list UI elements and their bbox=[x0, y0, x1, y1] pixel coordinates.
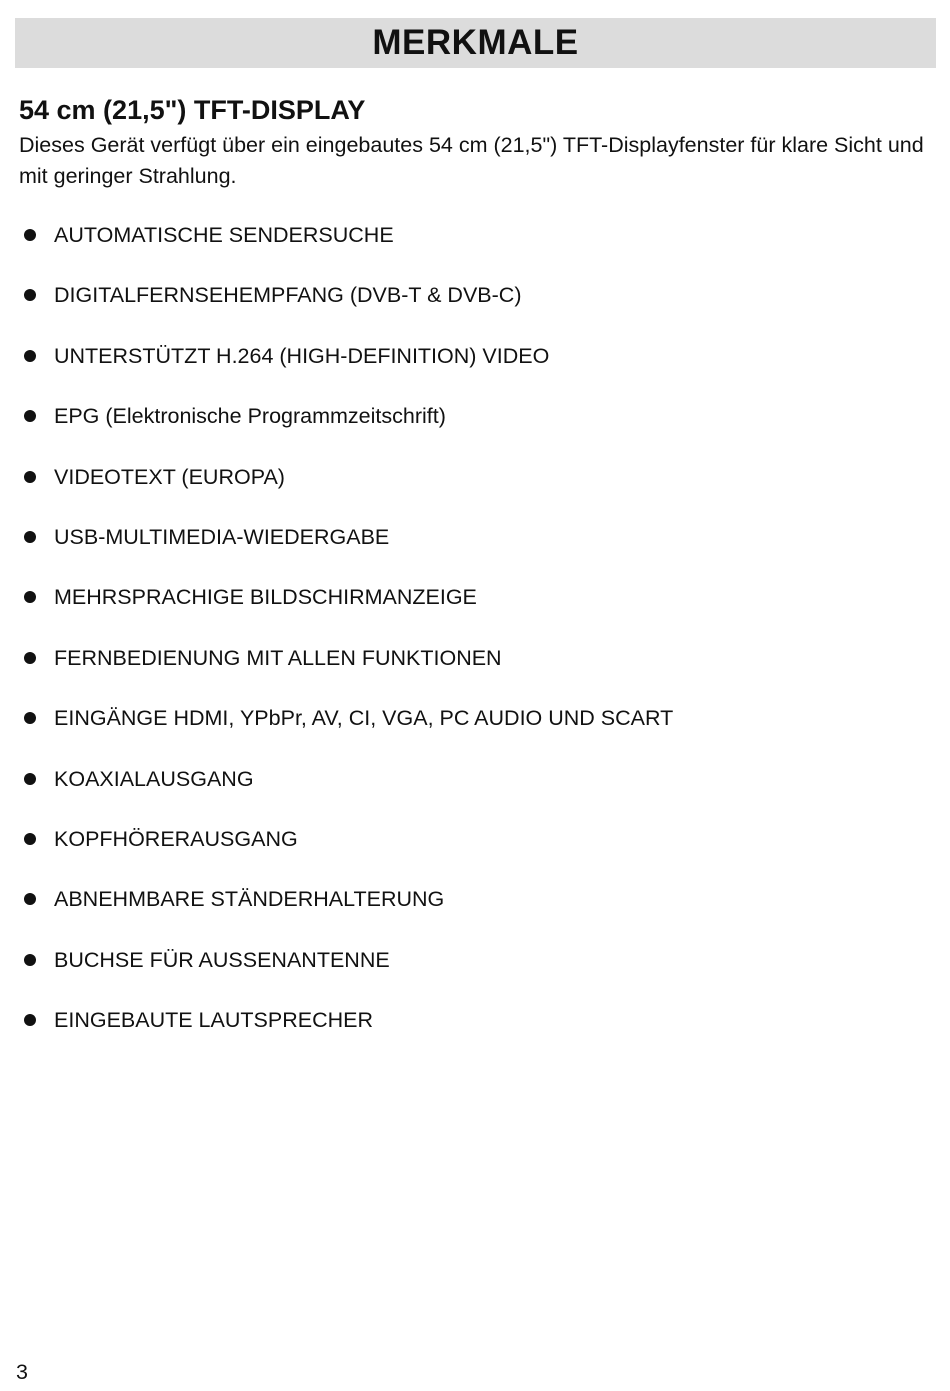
feature-label: EINGÄNGE HDMI, YPbPr, AV, CI, VGA, PC AUDIO UND SCART bbox=[54, 706, 674, 731]
page-header-bar bbox=[15, 18, 936, 68]
bullet-icon bbox=[24, 289, 36, 301]
feature-label: DIGITALFERNSEHEMPFANG (DVB-T & DVB-C) bbox=[54, 283, 522, 308]
feature-label: UNTERSTÜTZT H.264 (HIGH-DEFINITION) VIDEO bbox=[54, 343, 550, 368]
bullet-icon bbox=[24, 1014, 36, 1026]
bullet-icon bbox=[24, 410, 36, 422]
bullet-icon bbox=[24, 471, 36, 483]
bullet-icon bbox=[24, 229, 36, 241]
page-title: MERKMALE bbox=[372, 23, 579, 62]
bullet-icon bbox=[24, 652, 36, 664]
bullet-icon bbox=[24, 531, 36, 543]
bullet-icon bbox=[24, 893, 36, 905]
feature-label: KOAXIALAUSGANG bbox=[54, 766, 254, 791]
feature-label: BUCHSE FÜR AUSSENANTENNE bbox=[54, 947, 390, 972]
section-description: Dieses Gerät verfügt über ein eingebautes 54 cm (21,5") TFT-Displayfenster für klare Sicht und mit geringer Strahlung. bbox=[19, 133, 924, 188]
feature-label: AUTOMATISCHE SENDERSUCHE bbox=[54, 223, 394, 247]
bullet-icon bbox=[24, 833, 36, 845]
bullet-icon bbox=[24, 591, 36, 603]
feature-label: KOPFHÖRERAUSGANG bbox=[54, 826, 298, 851]
feature-label: ABNEHMBARE STÄNDERHALTERUNG bbox=[54, 887, 445, 912]
bullet-icon bbox=[24, 712, 36, 724]
feature-label: VIDEOTEXT (EUROPA) bbox=[54, 464, 285, 489]
feature-label: EINGEBAUTE LAUTSPRECHER bbox=[54, 1008, 373, 1033]
bullet-icon bbox=[24, 350, 36, 362]
feature-label: EPG (Elektronische Programmzeitschrift) bbox=[54, 404, 446, 429]
feature-label: USB-MULTIMEDIA-WIEDERGABE bbox=[54, 524, 390, 549]
feature-label: FERNBEDIENUNG MIT ALLEN FUNKTIONEN bbox=[54, 645, 502, 670]
feature-label: MEHRSPRACHIGE BILDSCHIRMANZEIGE bbox=[54, 585, 477, 610]
bullet-icon bbox=[24, 773, 36, 785]
page-number: 3 bbox=[16, 1360, 28, 1384]
section-heading: 54 cm (21,5") TFT-DISPLAY bbox=[19, 95, 366, 125]
bullet-icon bbox=[24, 954, 36, 966]
